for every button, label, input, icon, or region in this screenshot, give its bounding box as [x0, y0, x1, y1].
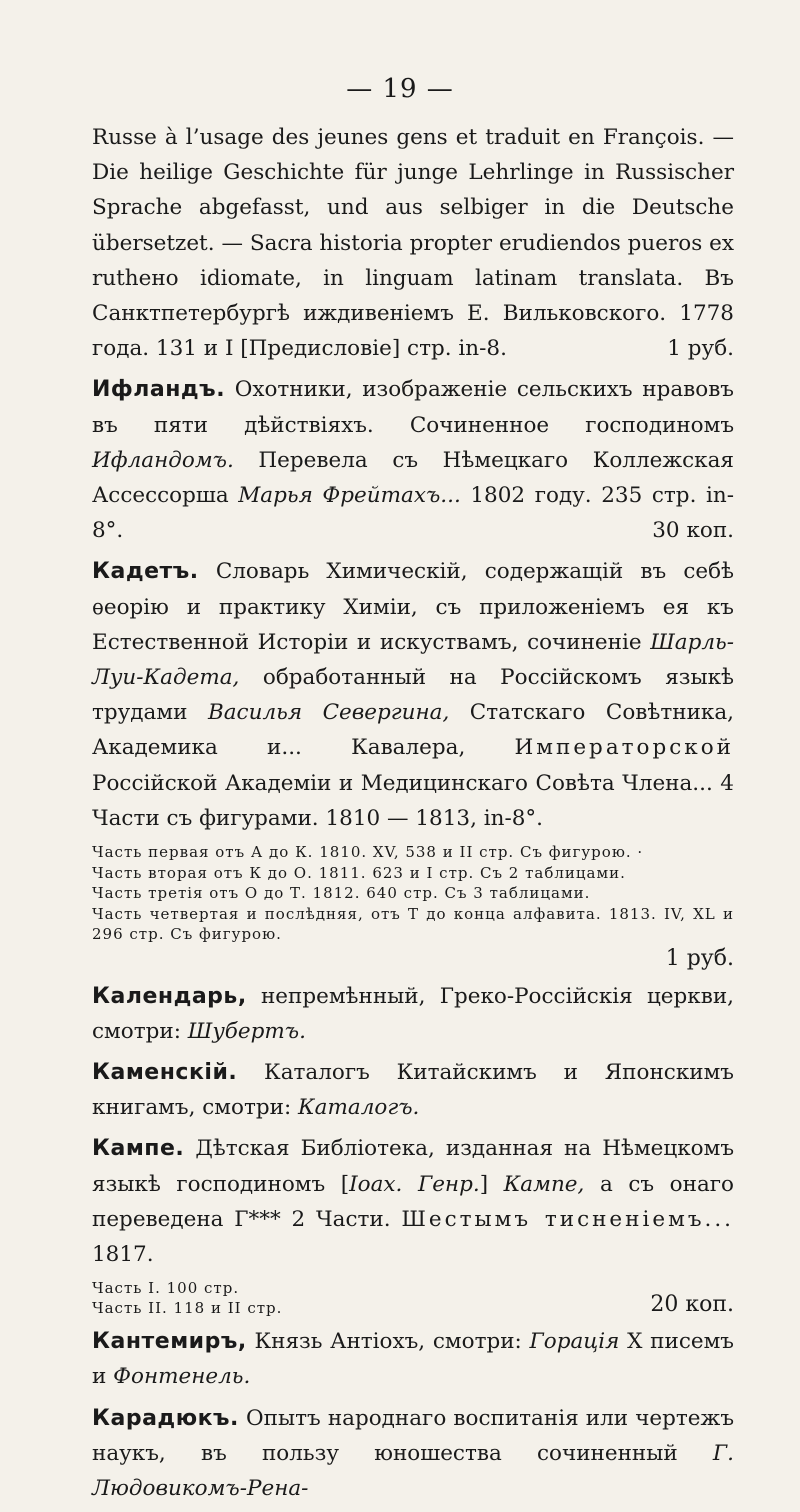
page-number: — 19 —: [346, 74, 454, 104]
entry-kampe: [92, 1131, 734, 1318]
entry-heading: Каменскій.: [92, 1059, 238, 1085]
reference-name: Фонтенель.: [113, 1364, 251, 1390]
author-name: Шарль-Луи-Кадета,: [92, 629, 734, 691]
author-name: Г. Людовикомъ-Рена-: [92, 1440, 734, 1501]
entry-kamenskiy: [92, 1055, 734, 1125]
entry-kantemir: [92, 1324, 734, 1394]
entry-text: Дѣтская Библіотека, изданная на Нѣмецкомъ языкѣ господиномъ [: [92, 1136, 734, 1197]
author-name: Кампе,: [503, 1171, 585, 1197]
entry-heading: Ифландъ.: [92, 377, 226, 403]
spaced-text: Императорской: [514, 735, 734, 761]
entry-price: 1 руб.: [667, 336, 734, 362]
entry-karadyuk: [92, 1401, 734, 1507]
entry-text: 1802 году. 235 стр. in-8°.: [92, 483, 734, 544]
part-line: Часть третія отъ О до Т. 1812. 640 стр. Съ 3 таблицами.: [92, 884, 591, 903]
author-initials: Іоах. Генр.: [349, 1171, 480, 1197]
entry-heading: Кадетъ.: [92, 559, 199, 585]
part-line: Часть вторая отъ К до О. 1811. 623 и I стр. Съ 2 таблицами.: [92, 863, 626, 882]
spaced-text: Шестымъ тисненіемъ...: [401, 1206, 734, 1232]
entry-russe: [92, 120, 734, 366]
entry-text: Russe à l’usage des jeunes gens et traduit en François. — Die heilige Geschichte für junge Lehrlinge in Russischer Sprache abgefasst, und aus selbiger in die Deutsche übersetzet. — Sacra historia propter erudiendos pueros ex ruthено idiomate, in linguam latinam translata. Въ Санктпетербургѣ иждивеніемъ Е. Вильковского. 1778 года. 131 и I [Предисловіе] стр. in-8.: [92, 125, 734, 362]
entry-text: Охотники, изображеніе сельскихъ нравовъ въ пяти дѣйствіяхъ. Сочиненное господиномъ: [92, 377, 734, 438]
entry-text: обработанный на Россійскомъ языкѣ трудами: [92, 665, 734, 726]
entry-text: Статскаго Совѣтника, Академика и... Кавалера,: [92, 700, 734, 761]
entry-text: Князь Антіохъ, смотри:: [246, 1329, 530, 1355]
entry-heading: Карадюкъ.: [92, 1405, 239, 1431]
entry-text: а съ онаго переведена Г*** 2 Части.: [92, 1171, 734, 1232]
parts-list: [92, 842, 734, 945]
entry-text: непремѣнный, Греко-Россійскія церкви, смотри:: [92, 983, 734, 1044]
entry-text: Словарь Химическій, содержащій въ себѣ ѳеорію и практику Химіи, съ приложеніемъ ея къ Естественной Исторіи и искуствамъ, сочиненіе: [92, 559, 734, 655]
entry-kadet: [92, 554, 734, 972]
part-line: Часть I. 100 стр.: [92, 1279, 240, 1298]
entry-heading: Кантемиръ,: [92, 1329, 247, 1355]
part-line: Часть II. 118 и II стр.: [92, 1299, 283, 1318]
parts-list: [92, 1278, 734, 1318]
entry-heading: Календарь,: [92, 983, 247, 1009]
translator-name: Марья Фрейтахъ...: [238, 483, 461, 509]
entry-price: 20 коп.: [650, 1291, 734, 1317]
entry-iffland: [92, 372, 734, 548]
part-line: Часть первая отъ А до К. 1810. XV, 538 и II стр. Съ фигурою. ·: [92, 843, 644, 862]
entry-text: Перевела съ Нѣмецкаго Коллежская Ассессорша: [92, 447, 734, 509]
entry-price: 30 коп.: [652, 518, 734, 544]
entry-kalendar: [92, 979, 734, 1049]
entry-heading: Кампе.: [92, 1136, 185, 1162]
entry-text: 1817.: [92, 1241, 154, 1267]
entry-text: Каталогъ Китайскимъ и Японскимъ книгамъ, смотри:: [92, 1059, 734, 1121]
translator-name: Василья Севергина,: [207, 700, 450, 726]
entry-price: 1 руб.: [665, 945, 734, 971]
entry-text: Россійской Академіи и Медицинскаго Совѣта Члена... 4 Части съ фигурами. 1810 — 1813, in-8°.: [92, 770, 734, 831]
reference-name: Горація: [529, 1329, 620, 1355]
part-line: Часть четвертая и послѣдняя, отъ Т до конца алфавита. 1813. IV, XL и 296 стр. Съ фигурою.: [92, 904, 734, 944]
entry-text: X писемъ и: [92, 1329, 734, 1390]
page-body: [92, 120, 734, 1512]
reference-name: Каталогъ.: [298, 1095, 420, 1121]
entry-text: ]: [479, 1171, 504, 1197]
entry-text: Опытъ народнаго воспитанія или чертежъ наукъ, въ пользу юношества сочиненный: [92, 1405, 734, 1466]
author-name: Ифландомъ.: [92, 447, 234, 473]
reference-name: Шубертъ.: [187, 1018, 306, 1044]
